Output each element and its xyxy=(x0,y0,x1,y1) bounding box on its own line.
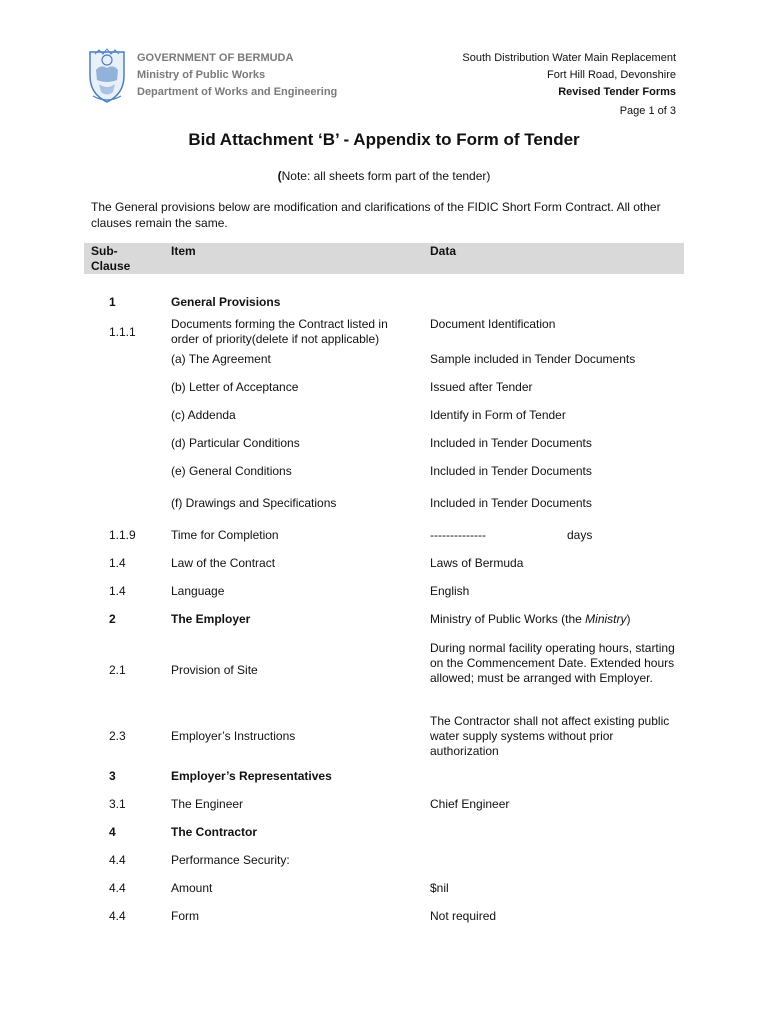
row-item: Performance Security: xyxy=(171,853,290,867)
row-item: Provision of Site xyxy=(171,663,258,677)
row-clause: 1.4 xyxy=(109,584,126,598)
row-data-suffix: days xyxy=(567,528,593,542)
row-clause: 2 xyxy=(109,612,116,626)
project-name: South Distribution Water Main Replacement xyxy=(462,52,676,64)
row-item: Time for Completion xyxy=(171,528,279,542)
project-form-type: Revised Tender Forms xyxy=(558,86,676,98)
row-data: Issued after Tender xyxy=(430,380,533,394)
org-ministry: Ministry of Public Works xyxy=(137,69,266,81)
row-data: Not required xyxy=(430,909,497,923)
row-item: Employer’s Instructions xyxy=(171,729,296,743)
row-data: The Contractor shall not affect existing public water supply systems without prior authorization xyxy=(430,714,670,758)
row-item: (d) Particular Conditions xyxy=(171,436,300,450)
row-data: Document Identification xyxy=(430,317,556,331)
row-item: Amount xyxy=(171,881,213,895)
row-clause: 3.1 xyxy=(109,797,126,811)
intro-paragraph: The General provisions below are modification and clarifications of the FIDIC Short Form Contract. All other clauses remain the same. xyxy=(91,200,661,230)
project-block xyxy=(462,50,676,120)
org-government: GOVERNMENT OF BERMUDA xyxy=(137,52,294,64)
row-data: -------------- xyxy=(430,528,486,542)
row-data: During normal facility operating hours, starting on the Commencement Date. Extended hours allowed; must be arranged with Employer. xyxy=(430,641,675,685)
project-location: Fort Hill Road, Devonshire xyxy=(547,69,676,81)
row-clause: 1 xyxy=(109,295,116,309)
row-data: Identify in Form of Tender xyxy=(430,408,566,422)
org-department: Department of Works and Engineering xyxy=(137,86,338,98)
row-clause: 4.4 xyxy=(109,909,126,923)
row-item: Documents forming the Contract listed in order of priority(delete if not applicable) xyxy=(171,317,388,346)
row-clause: 1.1.1 xyxy=(109,325,136,339)
row-data xyxy=(430,612,680,627)
organization-block xyxy=(137,50,337,101)
row-item: Law of the Contract xyxy=(171,556,276,570)
bermuda-coat-of-arms-icon xyxy=(87,46,127,104)
row-data: Included in Tender Documents xyxy=(430,464,592,478)
row-item: General Provisions xyxy=(171,295,281,309)
row-item: (e) General Conditions xyxy=(171,464,292,478)
row-item: Employer’s Representatives xyxy=(171,769,332,783)
document-title: Bid Attachment ‘B’ - Appendix to Form of Tender xyxy=(188,130,580,149)
page-number: Page 1 of 3 xyxy=(619,105,676,117)
row-item: Language xyxy=(171,584,225,598)
header-subclause-line1: Sub- xyxy=(91,244,118,258)
row-item: Form xyxy=(171,909,199,923)
row-item: The Contractor xyxy=(171,825,258,839)
note-text: Note: all sheets form part of the tender) xyxy=(281,169,491,183)
row-data: Laws of Bermuda xyxy=(430,556,524,570)
row-item: (f) Drawings and Specifications xyxy=(171,496,337,510)
header-data: Data xyxy=(430,244,457,258)
row-data-suffix: ) xyxy=(626,612,631,626)
note-open-paren: ( xyxy=(277,169,282,183)
row-data: Chief Engineer xyxy=(430,797,510,811)
header-subclause-line2: Clause xyxy=(91,259,131,273)
row-clause: 2.3 xyxy=(109,729,126,743)
document-note xyxy=(0,169,768,183)
row-data-prefix: Ministry of Public Works (the xyxy=(430,612,586,626)
table-header xyxy=(84,243,684,274)
row-clause: 3 xyxy=(109,769,116,783)
row-clause: 1.4 xyxy=(109,556,126,570)
row-item: (a) The Agreement xyxy=(171,352,271,366)
row-clause: 4.4 xyxy=(109,853,126,867)
row-data: $nil xyxy=(430,881,449,895)
row-data-italic: Ministry xyxy=(585,612,627,626)
row-data: Sample included in Tender Documents xyxy=(430,352,636,366)
row-data: English xyxy=(430,584,470,598)
row-clause: 4.4 xyxy=(109,881,126,895)
row-item: The Engineer xyxy=(171,797,244,811)
row-item: (c) Addenda xyxy=(171,408,236,422)
row-clause: 1.1.9 xyxy=(109,528,136,542)
row-clause: 2.1 xyxy=(109,663,126,677)
row-clause: 4 xyxy=(109,825,116,839)
row-item: (b) Letter of Acceptance xyxy=(171,380,299,394)
header-item: Item xyxy=(171,244,196,258)
row-item: The Employer xyxy=(171,612,251,626)
row-data: Included in Tender Documents xyxy=(430,436,592,450)
row-data: Included in Tender Documents xyxy=(430,496,592,510)
header-subclause xyxy=(91,244,130,274)
